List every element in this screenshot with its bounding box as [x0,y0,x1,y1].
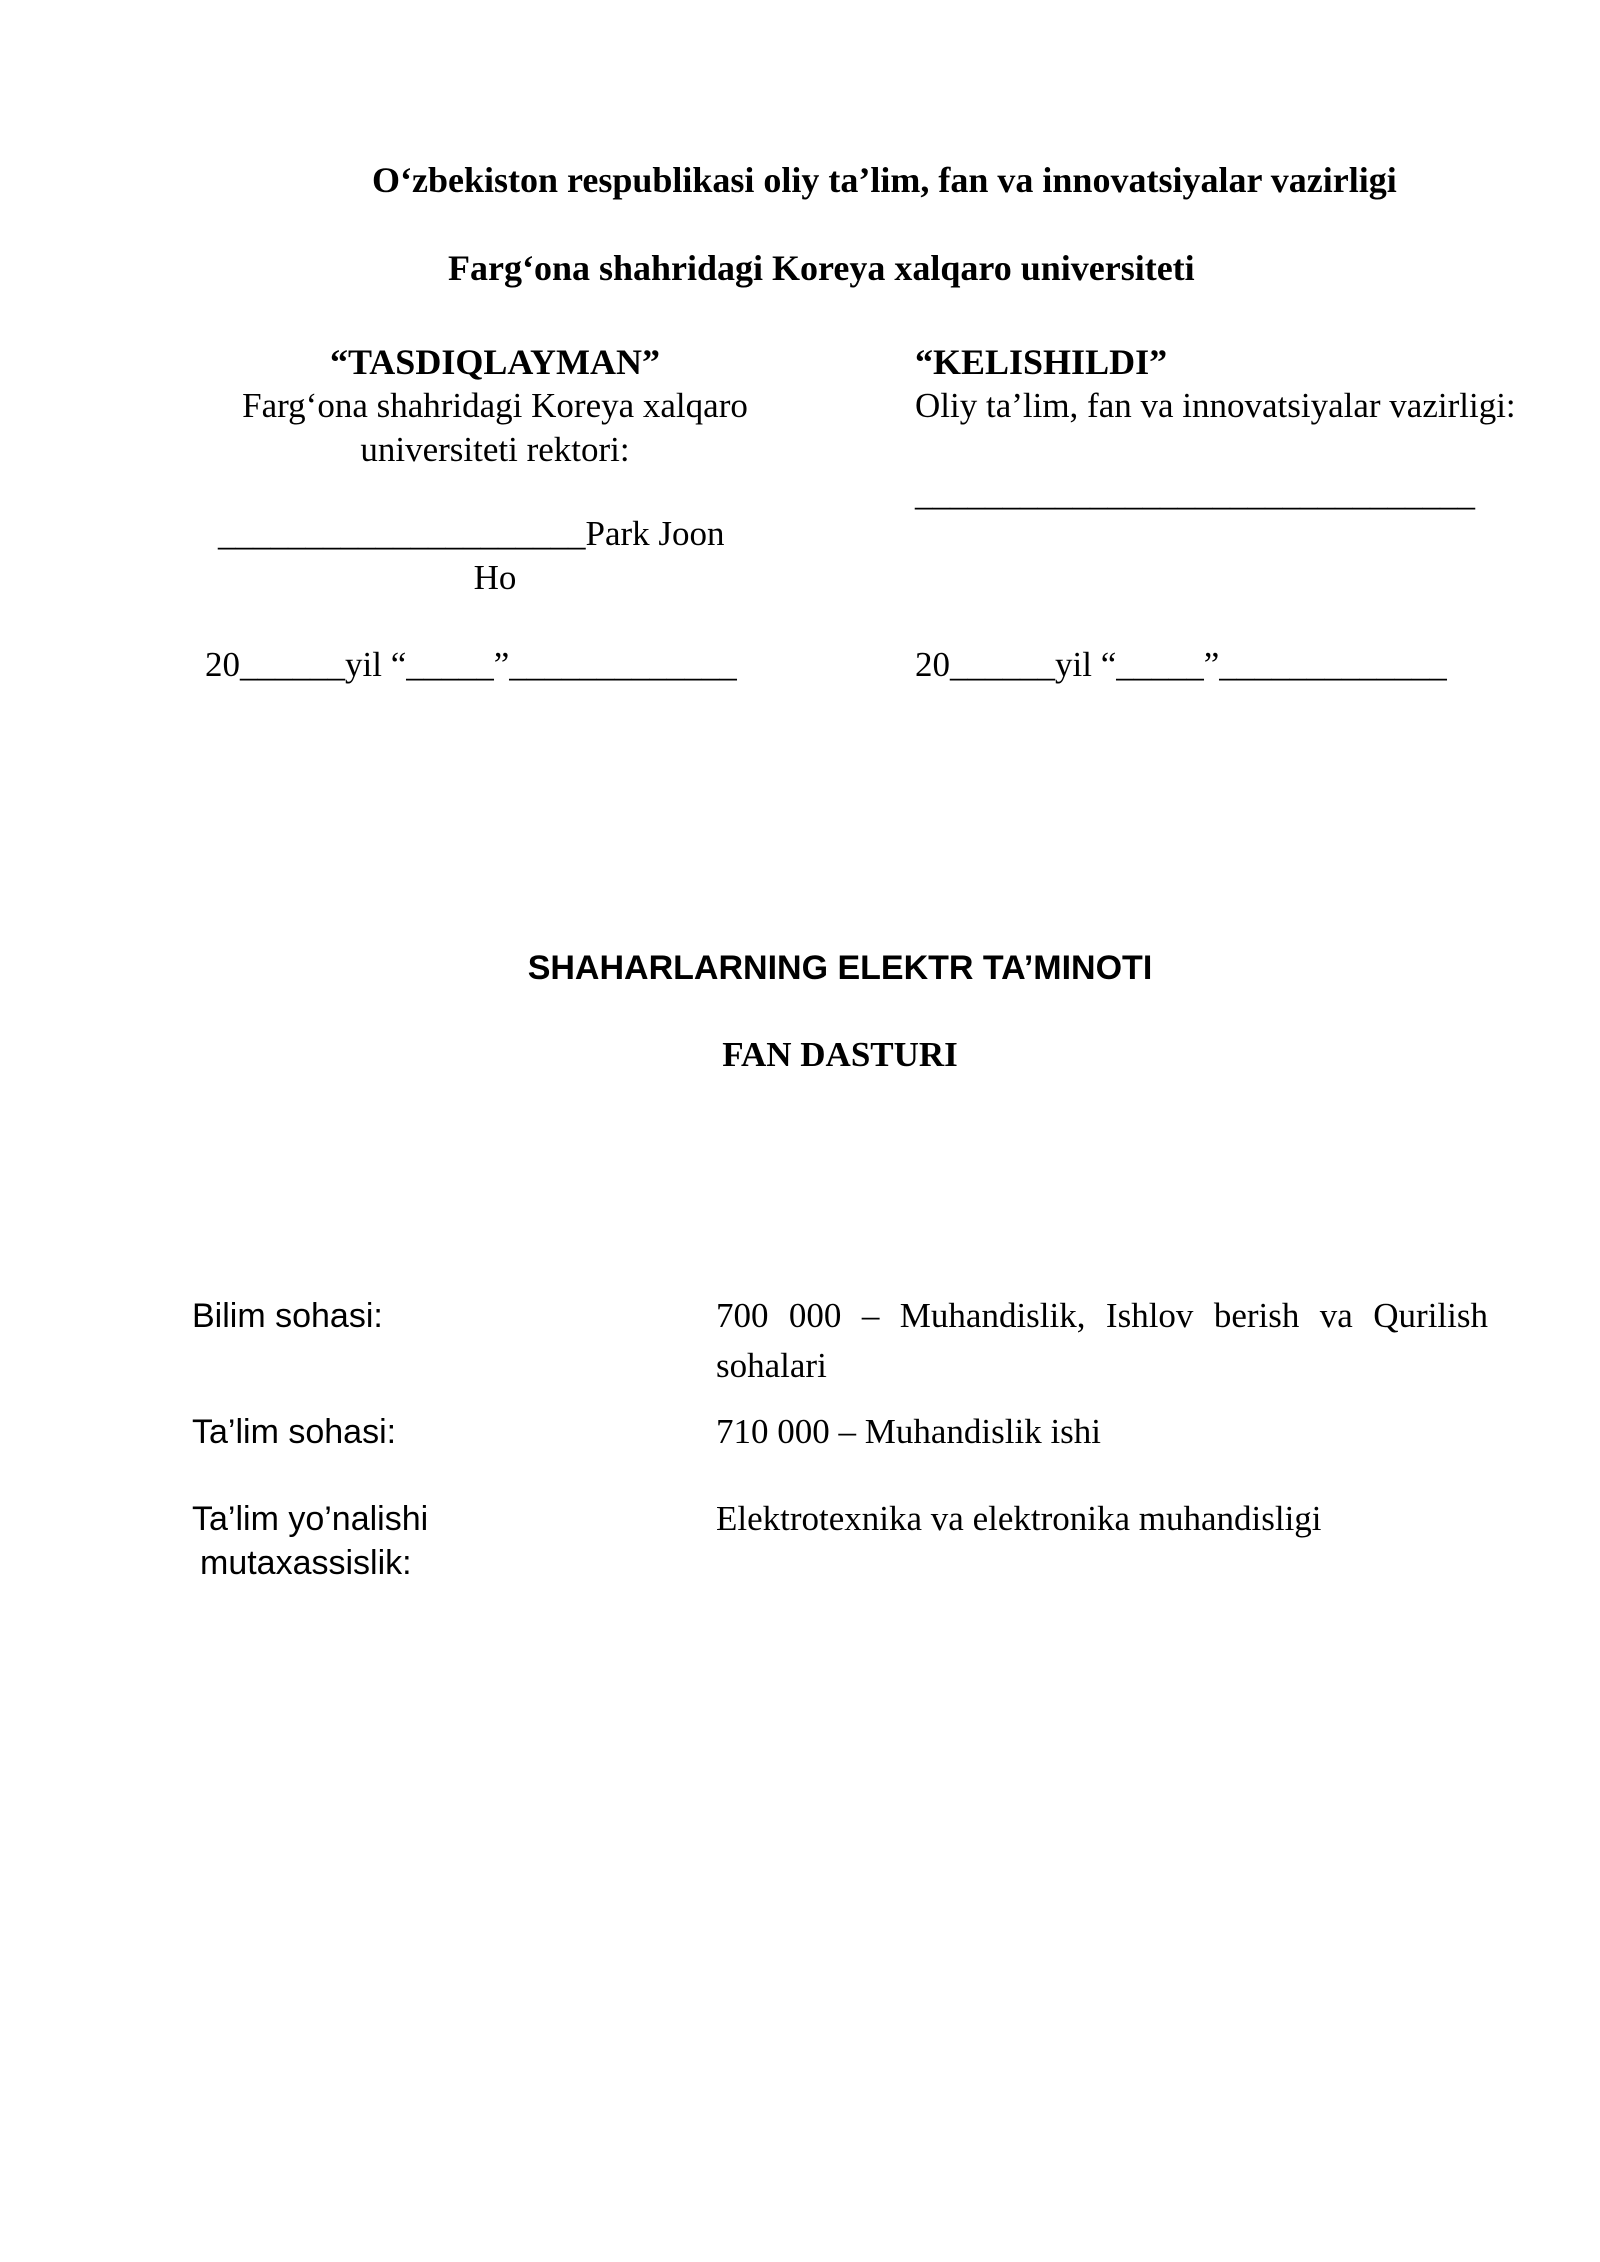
university-heading: Farg‘ona shahridagi Koreya xalqaro universiteti [448,248,1195,288]
info-label-talim-yonalishi [192,1497,692,1585]
info-label-talim-yonalishi-line1: Ta’lim yo’nalishi [192,1500,429,1538]
approval-right-title: “KELISHILDI” [915,342,1168,382]
approval-right-date-line: 20______yil “_____”_____________ [915,645,1447,684]
info-label-bilim-sohasi: Bilim sohasi: [192,1297,383,1335]
document-subtitle: FAN DASTURI [722,1035,958,1074]
approval-left-line2: universiteti rektori: [360,430,630,469]
info-label-talim-sohasi: Ta’lim sohasi: [192,1413,397,1451]
info-value-talim-yonalishi: Elektrotexnika va elektronika muhandisligi [716,1499,1322,1538]
approval-left-signature-line: _____________________Park Joon [218,514,725,553]
info-label-talim-yonalishi-line2: mutaxassislik: [200,1544,412,1582]
document-title: SHAHARLARNING ELEKTR TA’MINOTI [527,949,1153,987]
info-value-bilim-sohasi: 700 000 – Muhandislik, Ishlov berish va Qurilish sohalari [716,1296,1488,1385]
approval-left-title: “TASDIQLAYMAN” [329,342,661,382]
ministry-heading: O‘zbekiston respublikasi oliy ta’lim, fan va innovatsiyalar vazirligi [372,160,1397,200]
approval-right-line1: Oliy ta’lim, fan va innovatsiyalar vazirligi: [915,386,1516,425]
approval-left-block [195,340,795,472]
approval-left-signature-name: Ho [473,558,517,597]
approval-left-date-line: 20______yil “_____”_____________ [205,645,737,684]
info-value-talim-sohasi: 710 000 – Muhandislik ishi [716,1412,1102,1451]
approval-right-signature-line: ________________________________ [915,474,1475,513]
approval-left-line1: Farg‘ona shahridagi Koreya xalqaro [242,386,748,425]
